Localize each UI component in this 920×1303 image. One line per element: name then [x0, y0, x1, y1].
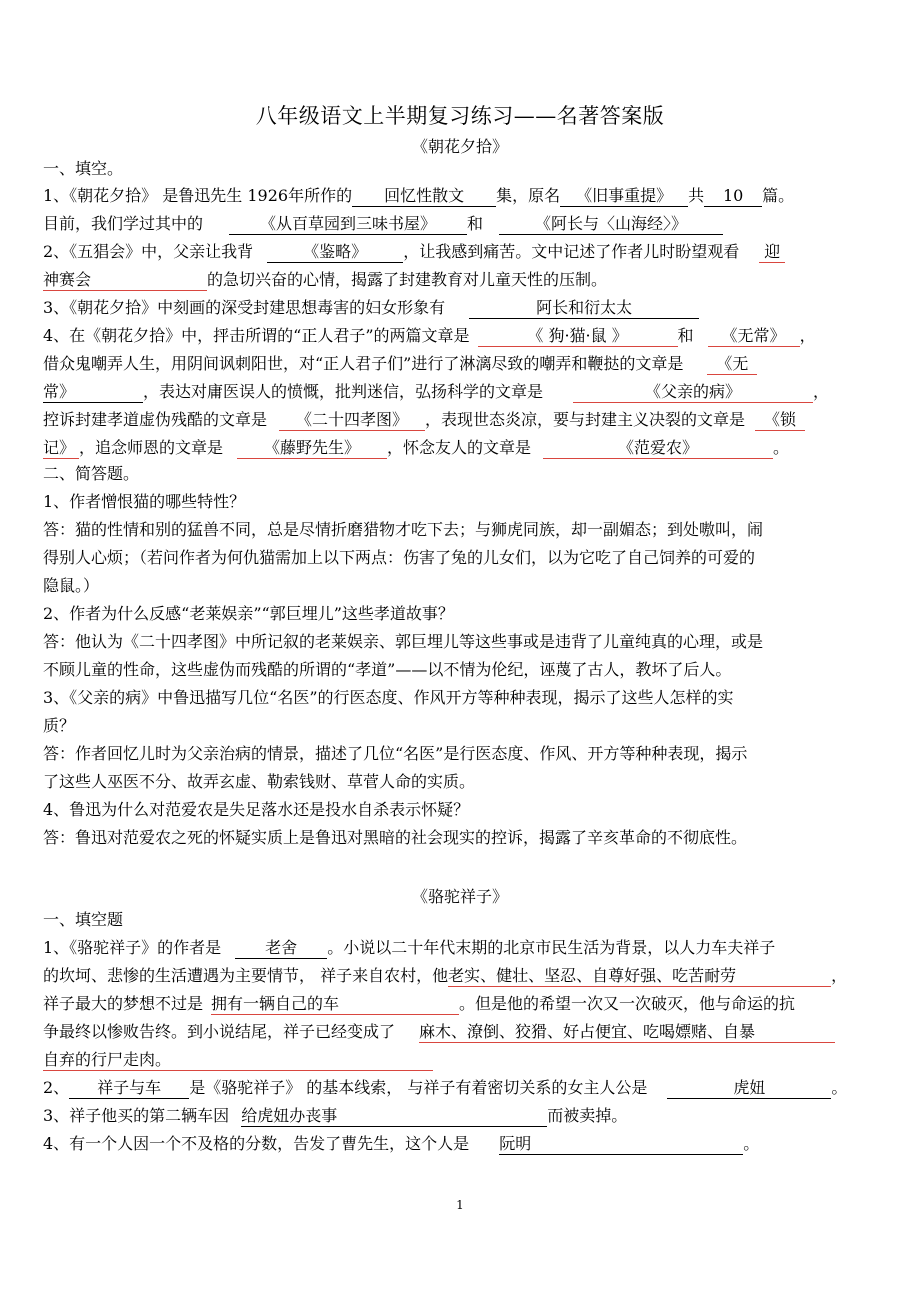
book-title-zhaohua: 《朝花夕拾》: [411, 137, 508, 156]
answer-blank: 《父亲的病》: [573, 382, 813, 403]
s1-sa4-question: 4、鲁迅为什么对范爱农是失足落水还是投水自杀表示怀疑？: [43, 800, 470, 819]
s1-sa3-question-line2: 质？: [43, 716, 76, 735]
answer-blank: 《范爱农》: [543, 438, 773, 459]
answer-blank: 老舍: [235, 938, 327, 959]
answer-blank: 《锁: [755, 410, 805, 431]
s1-sa1-answer-line1: 答：猫的性情和别的猛兽不同，总是尽情折磨猎物才吃下去；与狮虎同族，却一副媚态；到处嗷叫，闹: [43, 520, 764, 539]
answer-blank: 自弃的行尸走肉。: [43, 1050, 433, 1071]
answer-blank: 《无常》: [708, 326, 800, 347]
s2-q1-line4: 争最终以惨败告终。到小说结尾，祥子已经变成了 麻木、潦倒、狡猾、好占便宜、吃喝嫖赌、自暴: [43, 1021, 878, 1043]
s2-q4: 4、有一个人因一个不及格的分数，告发了曹先生，这个人是 阮明 。: [43, 1134, 760, 1153]
s1-sa1-question: 1、作者憎恨猫的哪些特性？: [43, 492, 246, 511]
answer-blank: 《藤野先生》: [237, 438, 387, 459]
s2-q2: 2、 祥子与车 是《骆驼祥子》 的基本线索， 与祥子有着密切关系的女主人公是 虎妞 。: [43, 1078, 848, 1097]
s1-q4-line2: 借众鬼嘲弄人生，用阴间讽刺阳世，对“正人君子们”进行了淋漓尽致的嘲弄和鞭挞的文章是 《无: [43, 353, 878, 375]
s1-sa2-answer-line2: 不顾儿童的性命，这些虚伪而残酷的所谓的“孝道”——以不情为伦纪，诬蔑了古人，教坏了后人。: [43, 660, 732, 679]
answer-blank: 《无: [707, 354, 757, 375]
book-title-luotuo: 《骆驼祥子》: [411, 887, 508, 906]
answer-blank: 迎: [759, 242, 785, 263]
answer-blank: 记》: [43, 438, 79, 459]
s2-q1-line3: 祥子最大的梦想不过是 拥有一辆自己的车 。但是他的希望一次又一次破灭，他与命运的抗: [43, 994, 796, 1013]
answer-blank: 给虎妞办丧事: [241, 1106, 547, 1127]
s1-sa3-question-line1: 3、《父亲的病》中鲁迅描写几位“名医”的行医态度、作风开方等种种表现，揭示了这些人怎样的实: [43, 688, 734, 707]
s2-q1-line2: 的坎坷、悲惨的生活遭遇为主要情节， 祥子来自农村，他老实、健壮、坚忍、自尊好强、吃苦耐劳 ，: [43, 966, 848, 985]
answer-blank: 麻木、潦倒、狡猾、好占便宜、吃喝嫖赌、自暴: [419, 1022, 835, 1043]
answer-blank: 祥子与车: [69, 1078, 189, 1099]
s1-q3: 3、《朝花夕拾》中刻画的深受封建思想毒害的妇女形象有 阿长和衍太太: [43, 297, 878, 319]
answer-blank: 《鉴略》: [267, 242, 403, 263]
section2-fill-heading: 一、填空题: [43, 910, 124, 929]
s1-sa1-answer-line2: 得别人心烦；（若问作者为何仇猫需加上以下两点：伤害了兔的儿女们，以为它吃了自己饲养的可爱的: [43, 548, 756, 567]
s1-q1-line1: 1、《朝花夕拾》 是鲁迅先生 1926年所作的 回忆性散文 集，原名 《旧事重提》 共 10 篇。: [43, 186, 795, 205]
answer-blank: 回忆性散文: [352, 186, 496, 207]
answer-blank: 《二十四孝图》: [279, 410, 425, 431]
section1-fill-heading: 一、填空。: [43, 159, 124, 178]
s1-sa3-answer-line2: 了这些人巫医不分、故弄玄虚、勒索钱财、草菅人命的实质。: [43, 772, 476, 791]
answer-blank: 《阿长与〈山海经〉》: [499, 214, 723, 235]
s2-q1-line1: 1、《骆驼祥子》的作者是 老舍 。小说以二十年代末期的北京市民生活为背景，以人力车夫祥子: [43, 938, 776, 957]
s1-q2-line1: 2、《五猖会》中，父亲让我背 《鉴略》 ，让我感到痛苦。文中记述了作者儿时盼望观看 迎: [43, 241, 878, 263]
s2-q1-line5: [43, 1049, 878, 1071]
section1-short-answer-heading: 二、简答题。: [43, 464, 140, 483]
s2-q3: 3、祥子他买的第二辆车因 给虎妞办丧事 而被卖掉。: [43, 1106, 628, 1125]
s1-q4-line4: 控诉封建孝道虚伪残酷的文章是 《二十四孝图》 ，表现世态炎凉，要与封建主义决裂的文章是 《锁: [43, 409, 878, 431]
s1-sa1-answer-line3: 隐鼠。）: [43, 576, 100, 595]
page-title: 八年级语文上半期复习练习——名著答案版: [255, 104, 665, 128]
s1-q2-line2: 神赛会 的急切兴奋的心情，揭露了封建教育对儿童天性的压制。: [43, 270, 608, 289]
answer-blank: 阿长和衍太太: [469, 298, 699, 319]
page-number: 1: [456, 1198, 464, 1212]
s1-q1-line2: 目前，我们学过其中的 《从百草园到三味书屋》 和 《阿长与〈山海经〉》: [43, 213, 878, 235]
answer-blank: 《从百草园到三味书屋》: [229, 214, 467, 235]
s1-q4-line1: 4、在《朝花夕拾》中，抨击所谓的“正人君子”的两篇文章是 《 狗·猫·鼠 》 和 《无常》 ，: [43, 326, 816, 345]
answer-blank: 10: [704, 186, 762, 207]
s1-q4-line5: 记》 ，追念师恩的文章是 《藤野先生》 ，怀念友人的文章是 《范爱农》 。: [43, 438, 790, 457]
answer-blank: 老实、健壮、坚忍、自尊好强、吃苦耐劳: [448, 966, 831, 987]
s1-sa2-answer-line1: 答：他认为《二十四孝图》中所记叙的老莱娱亲、郭巨埋儿等这些事或是违背了儿童纯真的心理，或是: [43, 632, 764, 651]
answer-blank: 常》: [43, 382, 143, 403]
s1-sa3-answer-line1: 答：作者回忆儿时为父亲治病的情景，描述了几位“名医”是行医态度、作风、开方等种种表现，揭示: [43, 744, 748, 763]
s1-q4-line3: 常》 ，表达对庸医误人的愤慨，批判迷信，弘扬科学的文章是 《父亲的病》 ，: [43, 382, 830, 401]
answer-blank: 《 狗·猫·鼠 》: [478, 326, 678, 347]
answer-blank: 神赛会: [43, 270, 207, 291]
answer-blank: 拥有一辆自己的车: [211, 994, 459, 1015]
s1-sa2-question: 2、作者为什么反感“老莱娱亲”“郭巨埋儿”这些孝道故事？: [43, 604, 454, 623]
answer-blank: 阮明: [499, 1134, 743, 1155]
answer-blank: 虎妞: [667, 1078, 831, 1099]
answer-blank: 《旧事重提》: [560, 186, 688, 207]
s1-sa4-answer: 答：鲁迅对范爱农之死的怀疑实质上是鲁迅对黑暗的社会现实的控诉，揭露了辛亥革命的不彻底性。: [43, 828, 748, 847]
